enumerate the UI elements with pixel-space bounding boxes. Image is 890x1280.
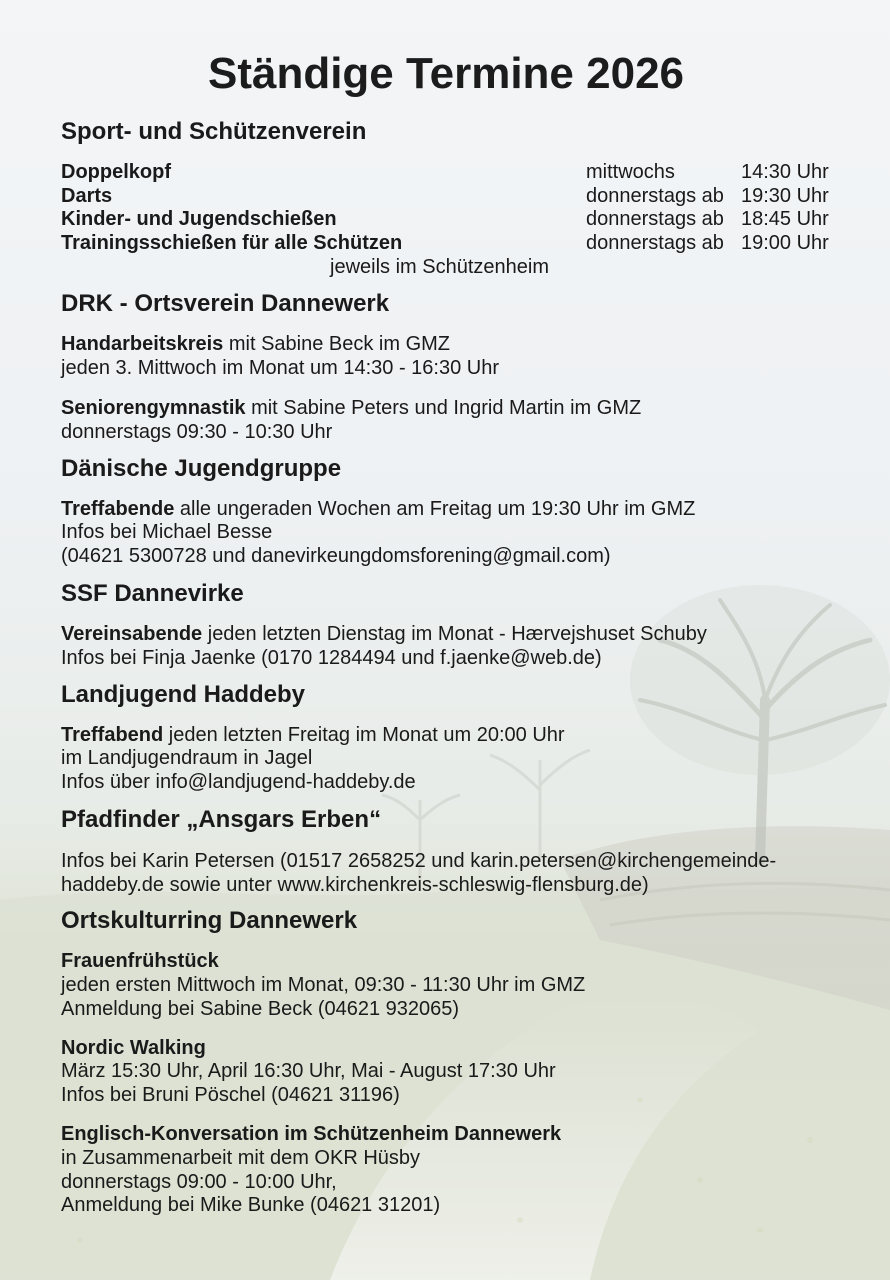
- page-title: Ständige Termine 2026: [207, 49, 685, 98]
- section-heading-ortskulturring: Ortskulturring Dannewerk: [61, 907, 358, 934]
- item-title: Treffabende: [61, 498, 175, 520]
- entry-time: 19:00 Uhr: [741, 232, 829, 254]
- item-title-line: [61, 622, 707, 646]
- item-title-rest: alle ungeraden Wochen am Freitag um 19:30 Uhr im GMZ: [174, 498, 696, 520]
- item-line: im Landjugendraum in Jagel: [61, 747, 313, 769]
- item-title-rest: mit Sabine Peters und Ingrid Martin im GMZ: [245, 397, 642, 419]
- item-line: Infos bei Bruni Pöschel (04621 31196): [61, 1084, 400, 1106]
- entry-time: 19:30 Uhr: [741, 185, 829, 207]
- entry-name: Trainingsschießen für alle Schützen: [61, 232, 403, 254]
- item-line: Infos bei Finja Jaenke (0170 1284494 und f.jaenke@web.de): [61, 647, 602, 669]
- item-title-rest: mit Sabine Beck im GMZ: [223, 333, 451, 355]
- entry-day: donnerstags ab: [586, 208, 724, 230]
- section-heading-sport: Sport- und Schützenverein: [61, 118, 367, 145]
- item-title: Vereinsabende: [61, 623, 203, 645]
- item-title: Nordic Walking: [61, 1037, 206, 1059]
- item-title-line: [61, 723, 565, 747]
- item-title: Handarbeitskreis: [61, 333, 224, 355]
- entry-name: Doppelkopf: [61, 161, 171, 183]
- item-line: Infos bei Karin Petersen (01517 2658252 und karin.petersen@kirchengemeinde-: [61, 850, 777, 872]
- item-title: Seniorengymnastik: [61, 397, 246, 419]
- entry-name: Kinder- und Jugendschießen: [61, 208, 337, 230]
- item-line: donnerstags 09:00 - 10:00 Uhr,: [61, 1171, 337, 1193]
- section-note: jeweils im Schützenheim: [330, 256, 549, 278]
- entry-day: mittwochs: [586, 161, 675, 183]
- item-title-line: [61, 332, 450, 356]
- item-line: Infos bei Michael Besse: [61, 521, 273, 543]
- section-heading-landjugend-haddeby: Landjugend Haddeby: [61, 681, 306, 708]
- entry-day: donnerstags ab: [586, 185, 724, 207]
- item-line: jeden ersten Mittwoch im Monat, 09:30 - 11:30 Uhr im GMZ: [61, 974, 586, 996]
- entry-time: 18:45 Uhr: [741, 208, 829, 230]
- section-heading-daenische-jugendgruppe: Dänische Jugendgruppe: [61, 455, 342, 482]
- item-title: Frauenfrühstück: [61, 950, 219, 972]
- item-line: Anmeldung bei Sabine Beck (04621 932065): [61, 998, 460, 1020]
- item-title-rest: jeden letzten Dienstag im Monat - Hærvejshuset Schuby: [202, 623, 707, 645]
- item-title-line: [61, 497, 695, 521]
- item-line: haddeby.de sowie unter www.kirchenkreis-schleswig-flensburg.de): [61, 874, 649, 896]
- item-line: donnerstags 09:30 - 10:30 Uhr: [61, 421, 333, 443]
- item-line: Infos über info@landjugend-haddeby.de: [61, 771, 416, 793]
- item-line: jeden 3. Mittwoch im Monat um 14:30 - 16:30 Uhr: [61, 357, 499, 379]
- item-title-line: [61, 396, 641, 420]
- item-title: Treffabend: [61, 724, 164, 746]
- item-title-rest: jeden letzten Freitag im Monat um 20:00 Uhr: [163, 724, 565, 746]
- item-line: März 15:30 Uhr, April 16:30 Uhr, Mai - August 17:30 Uhr: [61, 1060, 556, 1082]
- section-heading-drk: DRK - Ortsverein Dannewerk: [61, 290, 390, 317]
- entry-name: Darts: [61, 185, 113, 207]
- entry-time: 14:30 Uhr: [741, 161, 829, 183]
- section-heading-pfadfinder: Pfadfinder „Ansgars Erben“: [61, 806, 382, 833]
- entry-day: donnerstags ab: [586, 232, 724, 254]
- item-line: Anmeldung bei Mike Bunke (04621 31201): [61, 1194, 441, 1216]
- item-title: Englisch-Konversation im Schützenheim Dannewerk: [61, 1123, 562, 1145]
- section-heading-ssf-dannevirke: SSF Dannevirke: [61, 580, 244, 607]
- item-line: (04621 5300728 und danevirkeungdomsforening@gmail.com): [61, 545, 611, 567]
- item-line: in Zusammenarbeit mit dem OKR Hüsby: [61, 1147, 421, 1169]
